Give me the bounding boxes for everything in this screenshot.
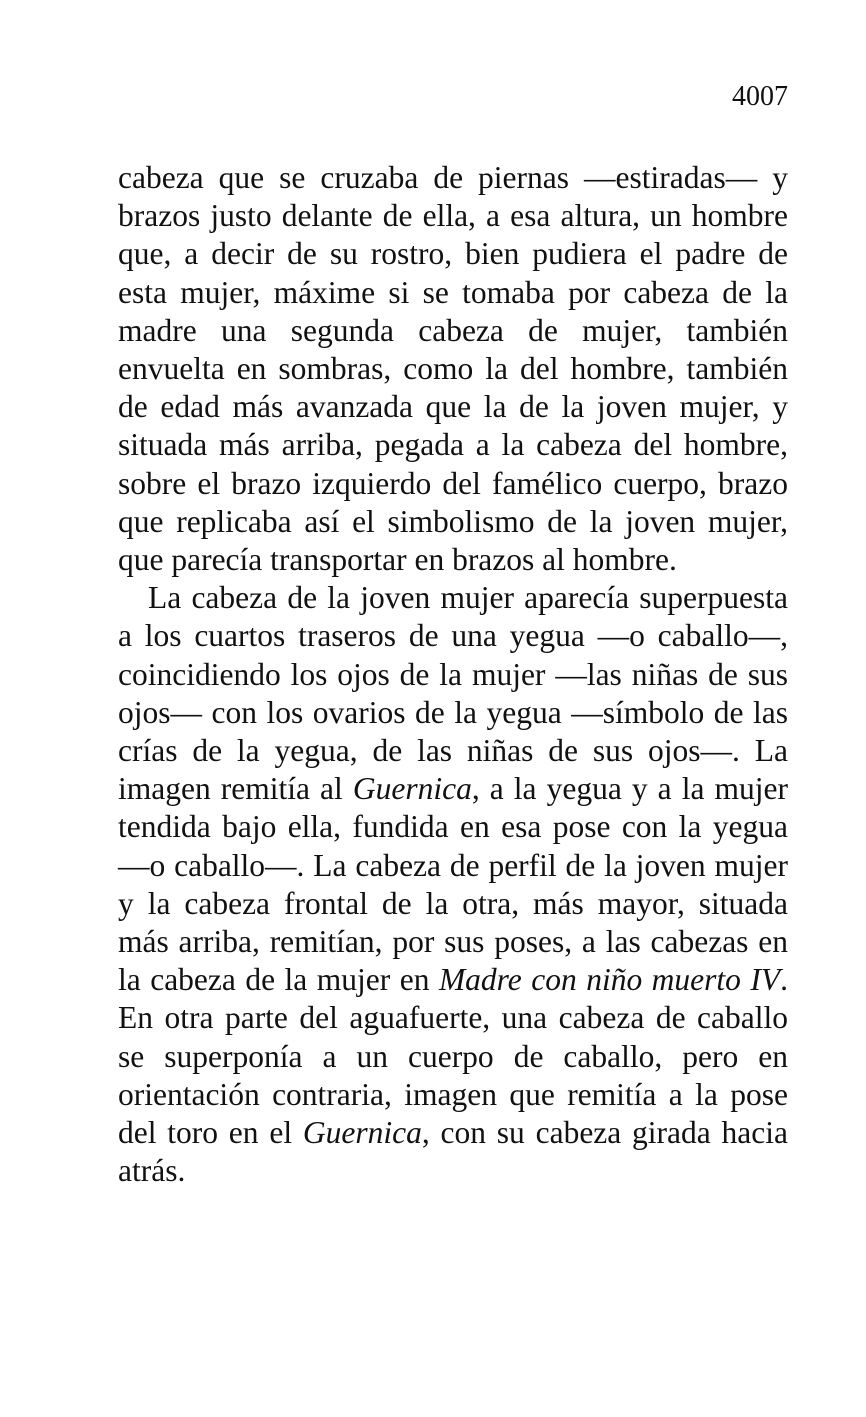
italic-title: Madre con niño muerto IV xyxy=(438,962,781,998)
italic-title: Guernica xyxy=(352,771,472,807)
text-segment: La cabeza de la joven mujer aparecía superpuesta a los cuartos traseros de una yegua —o caballo—, coincidiendo los ojos de la mujer —las niñas de sus ojos— con los ovarios de la yegua —símbolo de las crías de la yegua, de las niñas de sus ojos—. La imagen remitía al xyxy=(118,580,788,807)
page-number: 4007 xyxy=(732,81,788,112)
paragraph xyxy=(118,579,788,1190)
paragraph xyxy=(118,159,788,579)
text-segment: , a la yegua y a la mujer tendida bajo ella, fundida en esa pose con la yegua —o caballo—. La cabeza de perfil de la joven mujer y la cabeza frontal de la otra, más mayor, situada más arriba, remitían, por sus poses, a las cabezas en la cabeza de la mujer en xyxy=(118,771,788,998)
text-segment: , con su cabeza girada hacia atrás. xyxy=(118,1115,788,1189)
text-segment: cabeza que se cruzaba de piernas —estiradas— y brazos justo delante de ella, a esa altura, un hombre que, a decir de su rostro, bien pudiera el padre de esta mujer, máxime si se tomaba por cabeza de la madre una segunda cabeza de mujer, también envuelta en sombras, como la del hombre, también de edad más avanzada que la de la joven mujer, y situada más arriba, pegada a la cabeza del hombre, sobre el brazo izquierdo del famélico cuerpo, brazo que replicaba así el simbolismo de la joven mujer, que parecía transportar en brazos al hombre. xyxy=(118,160,788,578)
body-text xyxy=(118,159,788,1190)
italic-title: Guernica xyxy=(302,1115,422,1151)
text-segment: . En otra parte del aguafuerte, una cabeza de caballo se superponía a un cuerpo de caballo, pero en orientación contraria, imagen que remitía a la pose del toro en el xyxy=(118,962,788,1151)
